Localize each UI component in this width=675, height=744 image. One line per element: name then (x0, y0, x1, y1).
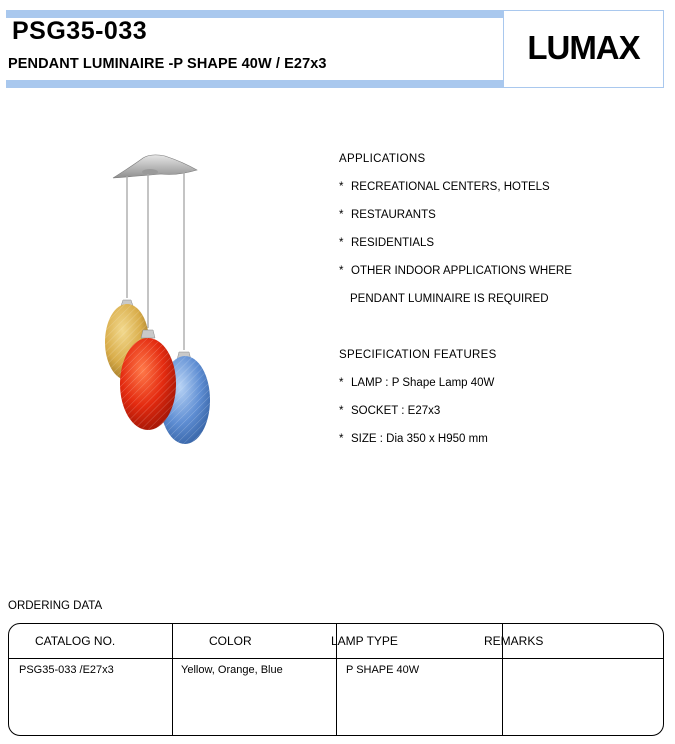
header-color: COLOR (209, 634, 252, 648)
spec-item-socket: * SOCKET : E27x3 (339, 405, 441, 417)
header-remarks: REMARKS (484, 634, 544, 648)
header-bottom-bar (6, 80, 503, 88)
specification-heading: SPECIFICATION FEATURES (339, 349, 497, 361)
brand-logo: LUMAX (527, 29, 640, 66)
pendant-luminaire-image (95, 150, 225, 450)
row-catalog-no: PSG35-033 /E27x3 (19, 664, 114, 676)
product-subtitle: PENDANT LUMINAIRE -P SHAPE 40W / E27x3 (8, 56, 327, 72)
spec-item-lamp: * LAMP : P Shape Lamp 40W (339, 377, 495, 389)
application-item: * RESTAURANTS (339, 209, 436, 221)
spec-item-size: * SIZE : Dia 350 x H950 mm (339, 433, 488, 445)
model-number: PSG35-033 (12, 17, 148, 45)
brand-logo-box (503, 10, 664, 88)
ordering-table (8, 623, 664, 736)
header-lamp-type: LAMP TYPE (331, 634, 398, 648)
column-divider (172, 624, 173, 735)
spec-block (339, 152, 572, 460)
row-color: Yellow, Orange, Blue (181, 664, 283, 676)
header-catalog-no: CATALOG NO. (35, 634, 116, 648)
row-lamp-type: P SHAPE 40W (346, 664, 420, 676)
applications-heading: APPLICATIONS (339, 153, 426, 165)
ordering-data-label: ORDERING DATA (8, 600, 103, 612)
application-item: * RECREATIONAL CENTERS, HOTELS (339, 181, 550, 193)
application-item: * RESIDENTIALS (339, 237, 435, 249)
application-item: * OTHER INDOOR APPLICATIONS WHERE (339, 265, 572, 277)
application-item-continuation: PENDANT LUMINAIRE IS REQUIRED (350, 293, 549, 305)
